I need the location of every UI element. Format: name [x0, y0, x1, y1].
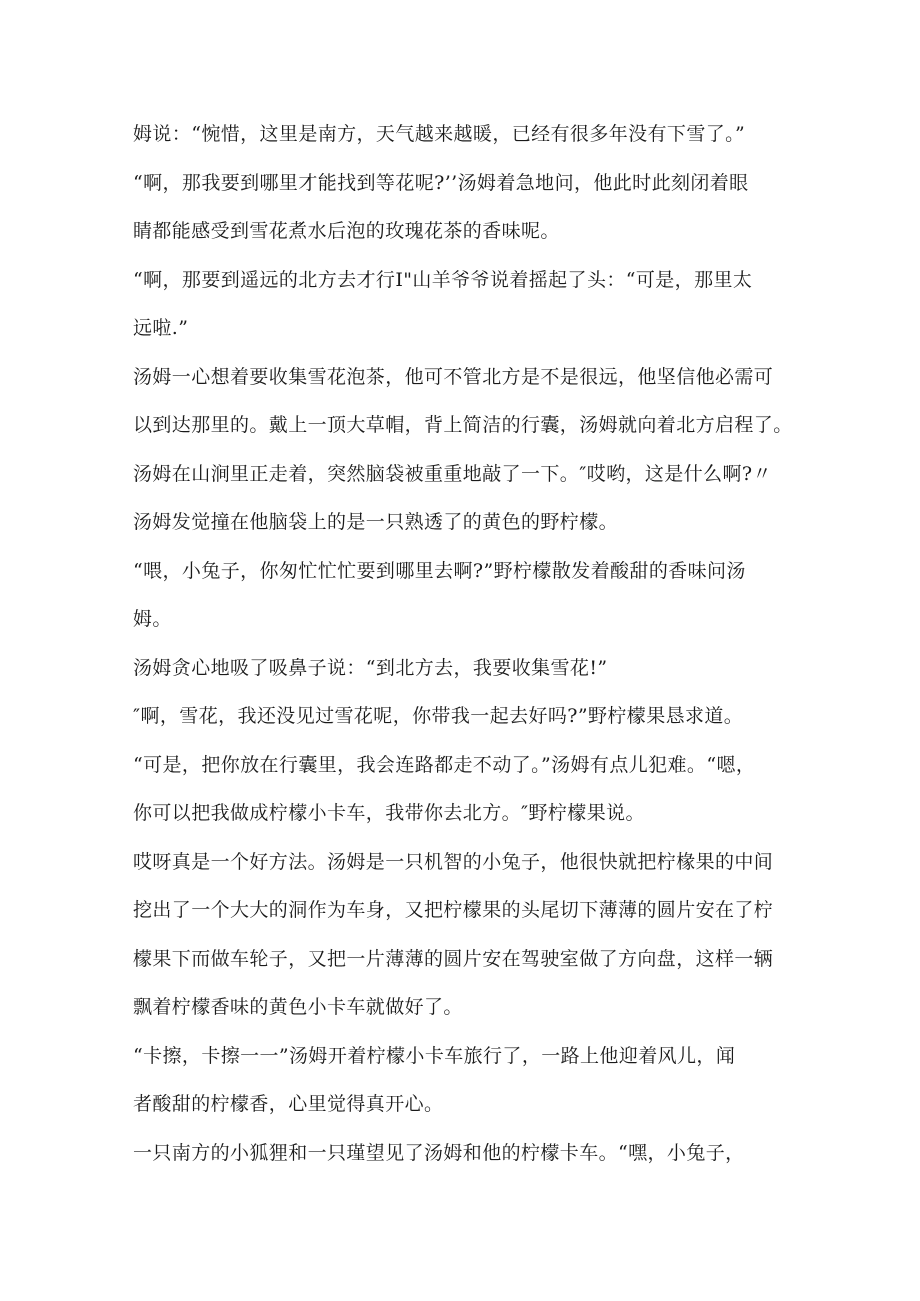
text-line: 者酸甜的柠檬香，心里觉得真开心。 [133, 1093, 444, 1115]
text-line: 檬果下而做车轮子，又把一片薄薄的圆片安在驾驶室做了方向盘，这样一辆 [133, 947, 774, 970]
text-line: “喂，小兔子，你匆忙忙忙要到哪里去啊?”野柠檬散发着酸甜的香味问汤 [133, 559, 746, 582]
text-line: 汤姆一心想着要收集雪花泡茶，他可不管北方是不是很远，他坚信他必需可 [133, 365, 774, 388]
text-line: 哎呀真是一个好方法。汤姆是一只机智的小兔子，他很快就把柠椽果的中间 [133, 850, 774, 873]
text-line: ″啊，雪花，我还没见过雪花呢，你带我一起去好吗?”野柠檬果恳求道。 [133, 705, 744, 727]
text-line: 汤姆贪心地吸了吸鼻子说：“到北方去，我要收集雪花!” [133, 656, 608, 679]
text-line: “啊，那要到遥远的北方去才行I"山羊爷爷说着摇起了头：“可是，那里太 [133, 268, 753, 291]
text-line: 挖出了一个大大的洞作为车身，又把柠檬果的头尾切下薄薄的圆片安在了柠 [133, 899, 774, 921]
text-line: “可是，把你放在行囊里，我会连路都走不动了。”汤姆有点儿犯难。“嗯， [133, 753, 756, 776]
text-line: 飘着柠檬香味的黄色小卡车就做好了。 [133, 996, 463, 1018]
text-line: 以到达那里的。戴上一顶大草帽，背上简洁的行囊，汤姆就向着北方启程了。 [133, 414, 793, 436]
text-line: 一只南方的小狐狸和一只瑾望见了汤姆和他的柠檬卡车。“嘿，小兔子， [133, 1141, 745, 1164]
text-line: 汤姆发觉撞在他脑袋上的是一只熟透了的黄色的野柠檬。 [133, 511, 619, 533]
text-line: 你可以把我做成柠檬小卡车，我带你去北方。″野柠檬果说。 [133, 802, 645, 824]
text-line: “啊，那我要到哪里才能找到等花呢?’’汤姆着急地问，他此时此刻闭着眼 [133, 171, 749, 194]
text-line: 汤姆在山涧里正走着，突然脑袋被重重地敲了一下。″哎哟，这是什么啊?〃 [133, 462, 772, 485]
text-line: “卡擦，卡擦一一”汤姆开着柠檬小卡车旅行了，一路上他迎着风儿，闻 [133, 1044, 736, 1067]
text-line: 姆说：“惋惜，这里是南方，天气越来越暖，已经有很多年没有下雪了。” [133, 123, 746, 145]
text-line: 姆。 [133, 608, 172, 630]
story-text [133, 110, 793, 1177]
text-line: 睛都能感受到雪花煮水后泡的玫瑰花茶的香味呢。 [133, 220, 560, 242]
text-line: 远啦.” [133, 317, 189, 339]
